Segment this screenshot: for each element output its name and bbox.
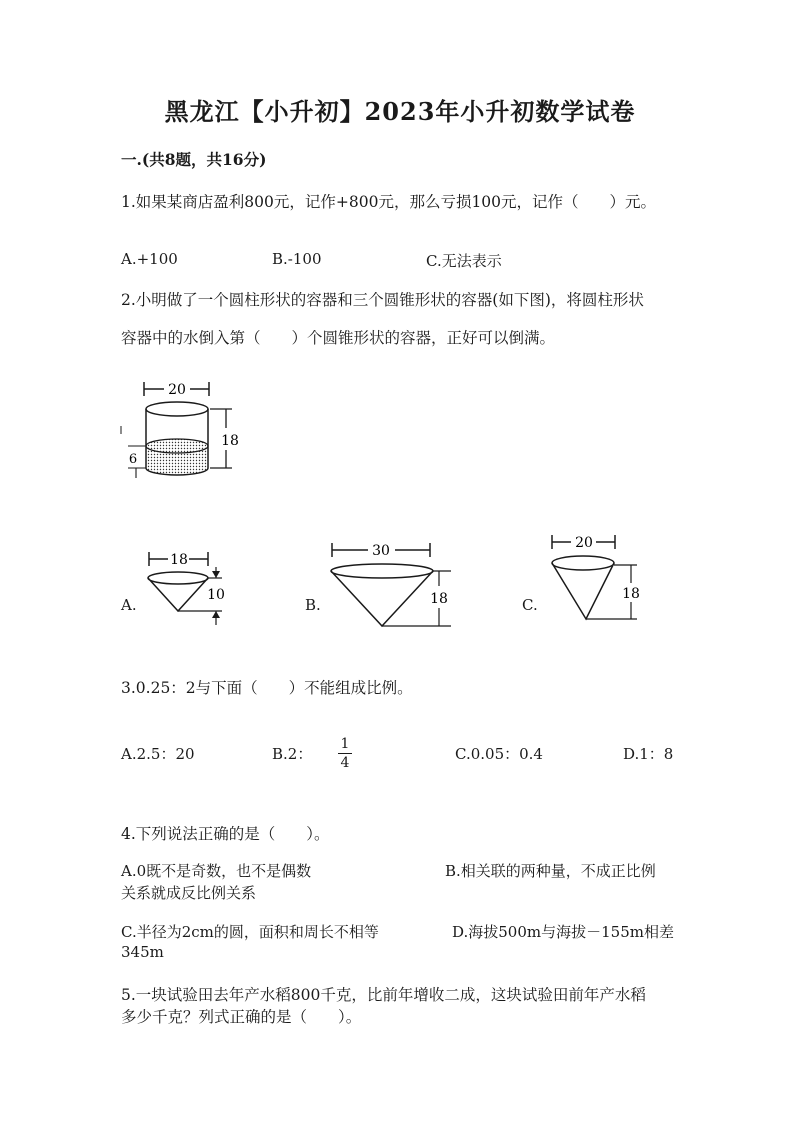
question-5-line-1: 5.一块试验田去年产水稻800千克，比前年增收二成，这块试验田前年产水稻 <box>121 986 646 1004</box>
cone-b-label: B. <box>305 596 321 614</box>
cone-a-label: A. <box>121 596 137 614</box>
water-height-label: 6 <box>128 452 138 467</box>
page-title: 黑龙江【小升初】2023年小升初数学试卷 <box>164 97 636 126</box>
fraction-denominator: 4 <box>340 755 350 771</box>
question-3-option-c: C.0.05：0.4 <box>455 745 543 763</box>
cone-b-diameter-label: 30 <box>372 543 390 559</box>
question-4-option-b-line-1: B.相关联的两种量，不成正比例 <box>445 862 656 880</box>
cone-b-height-label: 18 <box>430 591 448 607</box>
question-1-text: 1.如果某商店盈利800元，记作+800元，那么亏损100元，记作（ ）元。 <box>121 193 657 211</box>
fraction-numerator: 1 <box>340 736 350 752</box>
cone-c-diameter-label: 20 <box>575 535 593 551</box>
cylinder-diameter-label: 20 <box>168 382 186 398</box>
question-4-text: 4.下列说法正确的是（ ）。 <box>121 825 330 843</box>
cone-b-figure <box>325 538 455 633</box>
question-4-option-c: C.半径为2cm的圆，面积和周长不相等 <box>121 923 379 941</box>
question-2-line-1: 2.小明做了一个圆柱形状的容器和三个圆锥形状的容器(如下图)，将圆柱形状 <box>121 291 644 309</box>
cylinder-figure <box>120 378 240 483</box>
question-1-option-a: A.+100 <box>121 250 178 268</box>
question-4-option-b-line-2: 关系就成反比例关系 <box>121 884 257 902</box>
cone-c-height-label: 18 <box>622 586 640 602</box>
cone-c-label: C. <box>522 596 538 614</box>
cone-a-figure <box>140 545 240 630</box>
question-3-option-b: B.2： <box>272 745 313 763</box>
question-1-option-c: C.无法表示 <box>426 252 502 270</box>
question-3-text: 3.0.25：2与下面（ ）不能组成比例。 <box>121 679 413 697</box>
question-3-option-a: A.2.5：20 <box>121 745 195 763</box>
cone-a-height-label: 10 <box>207 587 225 603</box>
question-4-option-d-line-2: 345m <box>121 943 164 961</box>
question-3-option-b-fraction <box>338 736 352 771</box>
cylinder-height-label: 18 <box>221 433 239 449</box>
cone-a-diameter-label: 18 <box>170 552 188 568</box>
section-header: 一.(共8题，共16分) <box>121 150 267 169</box>
question-3-option-d: D.1：8 <box>623 745 674 763</box>
question-5-line-2: 多少千克？列式正确的是（ ）。 <box>121 1008 362 1026</box>
question-2-line-2: 容器中的水倒入第（ ）个圆锥形状的容器，正好可以倒满。 <box>121 329 556 347</box>
question-4-option-d-line-1: D.海拔500m与海拔－155m相差 <box>452 923 674 941</box>
fraction-bar <box>338 753 352 754</box>
question-1-option-b: B.-100 <box>272 250 322 268</box>
cone-c-figure <box>543 530 648 628</box>
question-4-option-a: A.0既不是奇数，也不是偶数 <box>121 862 312 880</box>
